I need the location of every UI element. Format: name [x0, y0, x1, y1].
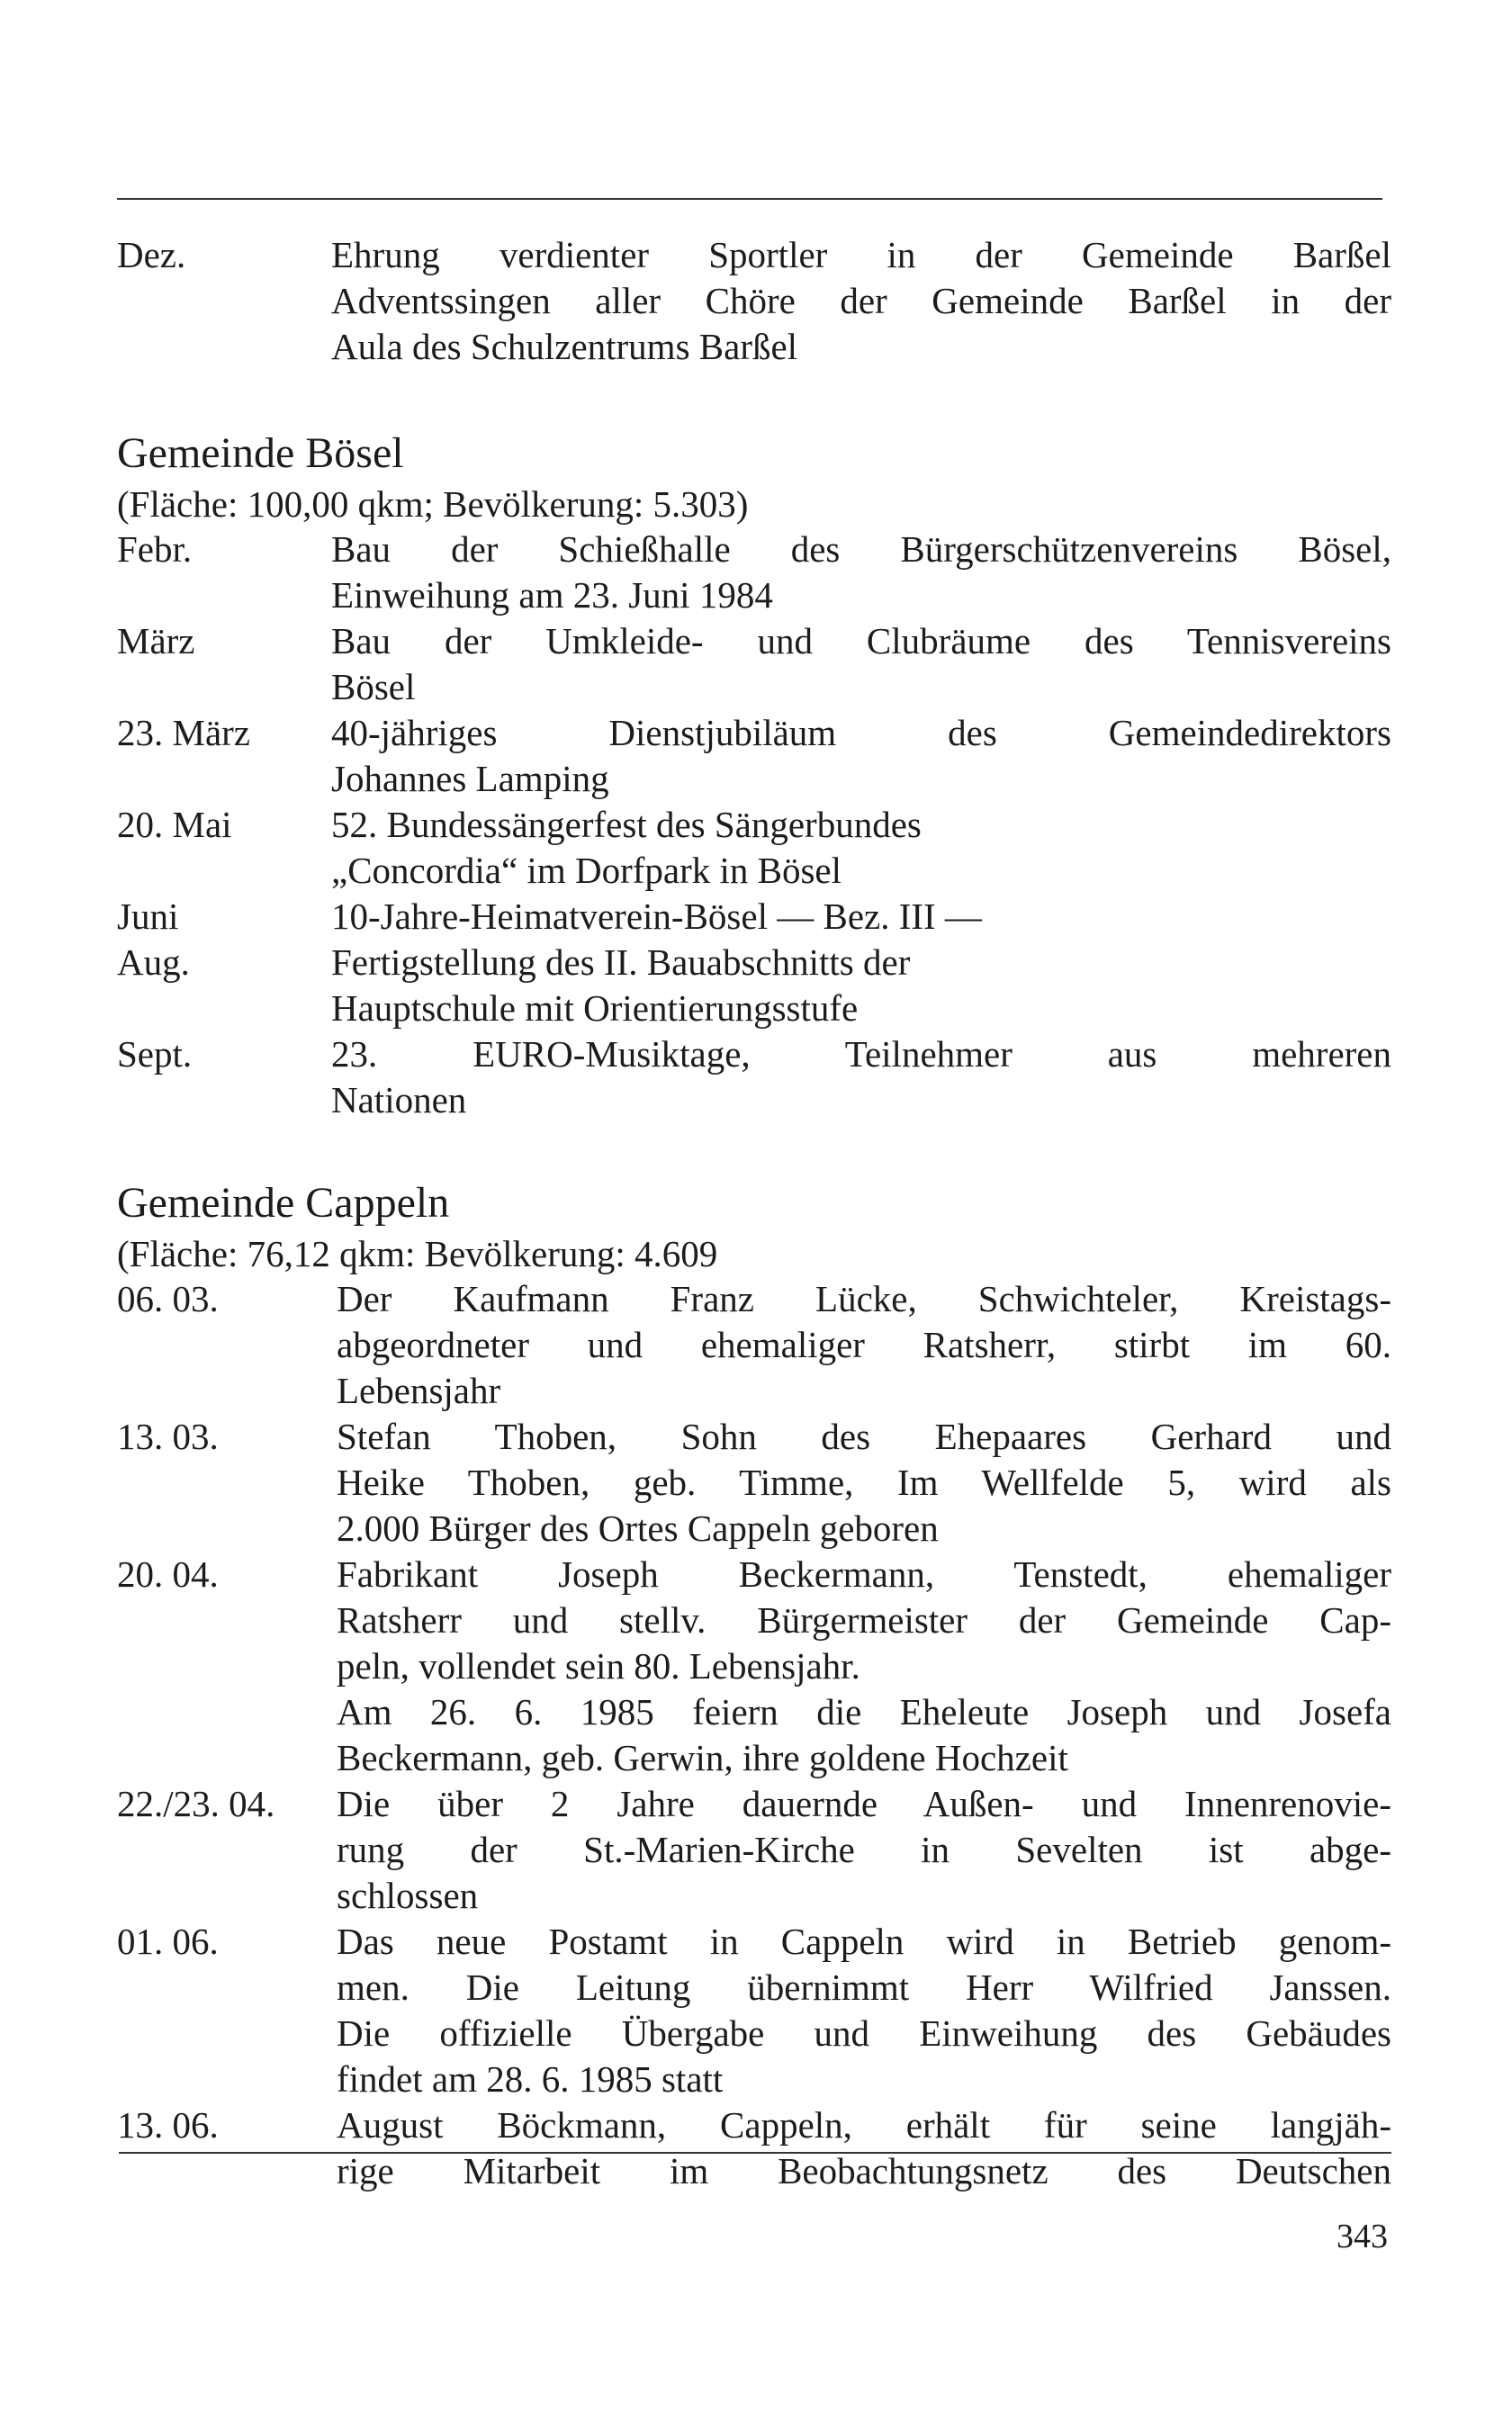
entry-text	[331, 1031, 1391, 1123]
entry-line: 2.000 Bürger des Ortes Cappeln geboren	[337, 1508, 939, 1549]
chronicle-entry	[117, 1031, 1391, 1123]
entry-line: Einweihung am 23. Juni 1984	[331, 574, 773, 616]
chronicle-entry	[117, 2102, 1391, 2194]
entry-text	[337, 1552, 1391, 1781]
section-meta: (Fläche: 100,00 qkm; Bevölkerung: 5.303)	[117, 483, 749, 525]
entry-line: August Böckmann, Cappeln, erhält für seine langjäh-	[337, 2104, 1391, 2146]
entry-line: Fabrikant Joseph Beckermann, Tenstedt, ehemaliger	[337, 1553, 1391, 1595]
entry-line: Ratsherr und stellv. Bürgermeister der Gemeinde Cap-	[337, 1599, 1391, 1641]
entry-line: Hauptschule mit Orientierungsstufe	[331, 987, 859, 1029]
entry-line: 52. Bundessängerfest des Sängerbundes	[331, 804, 922, 845]
bottom-rule	[119, 2152, 1391, 2154]
chronicle-entry	[117, 1276, 1391, 1414]
chronicle-entry	[117, 940, 1391, 1031]
chronicle-entry	[117, 1781, 1391, 1919]
chronicle-entry	[117, 710, 1391, 802]
entry-date: 13. 06.	[117, 2104, 219, 2146]
chronicle-entry	[117, 1552, 1391, 1781]
page-number: 343	[1336, 2218, 1388, 2255]
entry-text	[337, 2102, 1391, 2194]
entry-line: Adventssingen aller Chöre der Gemeinde Barßel in der	[331, 280, 1391, 321]
entry-line: Die über 2 Jahre dauernde Außen- und Innenrenovie-	[337, 1783, 1391, 1824]
entry-date: Juni	[117, 896, 179, 937]
entry-line: abgeordneter und ehemaliger Ratsherr, stirbt im 60.	[337, 1324, 1391, 1365]
entry-date: Febr.	[117, 528, 193, 570]
section-meta: (Fläche: 76,12 qkm: Bevölkerung: 4.609	[117, 1233, 718, 1274]
entry-date: März	[117, 620, 195, 662]
chronicle-entry	[117, 894, 1391, 940]
entry-date: 13. 03.	[117, 1416, 219, 1457]
entry-line: Bau der Schießhalle des Bürgerschützenvereins Bösel,	[331, 528, 1391, 570]
entry-text	[331, 802, 1391, 894]
entry-line: Das neue Postamt in Cappeln wird in Betrieb genom-	[337, 1921, 1391, 1962]
chronicle-entry	[117, 1919, 1391, 2102]
entry-line: 10-Jahre-Heimatverein-Bösel — Bez. III —	[331, 896, 982, 937]
entry-line: Johannes Lamping	[331, 758, 609, 799]
entry-line: Stefan Thoben, Sohn des Ehepaares Gerhard und	[337, 1416, 1391, 1457]
entry-date: 23. März	[117, 712, 251, 753]
entry-line: „Concordia“ im Dorfpark in Bösel	[331, 850, 842, 891]
entry-text	[331, 526, 1391, 618]
entry-line: rige Mitarbeit im Beobachtungsnetz des Deutschen	[337, 2150, 1391, 2192]
entry-line: Fertigstellung des II. Bauabschnitts der	[331, 941, 911, 983]
entry-text	[337, 1919, 1391, 2102]
chronicle-entry	[117, 526, 1391, 618]
entry-text	[337, 1414, 1391, 1552]
entry-line: Nationen	[331, 1079, 467, 1120]
chronicle-entry	[117, 232, 1391, 370]
chronicle-entry	[117, 618, 1391, 710]
entry-line: men. Die Leitung übernimmt Herr Wilfried Janssen.	[337, 1966, 1391, 2008]
section-heading: Gemeinde Cappeln	[117, 1179, 450, 1227]
entry-date: Dez.	[117, 234, 186, 275]
entry-text	[331, 894, 1391, 940]
entry-text	[331, 710, 1391, 802]
entry-text	[331, 618, 1391, 710]
entry-date: Aug.	[117, 941, 190, 983]
entry-line: Beckermann, geb. Gerwin, ihre goldene Hochzeit	[337, 1737, 1068, 1778]
entry-line: Heike Thoben, geb. Timme, Im Wellfelde 5, wird als	[337, 1462, 1391, 1503]
page-content	[117, 232, 1391, 2194]
entry-line: Bau der Umkleide- und Clubräume des Tennisvereins	[331, 620, 1391, 662]
entry-line: schlossen	[337, 1875, 479, 1916]
section-boesel	[117, 426, 1391, 1123]
entry-text	[331, 940, 1391, 1031]
section-cappeln	[117, 1175, 1391, 2194]
entry-line: 23. EURO-Musiktage, Teilnehmer aus mehreren	[331, 1033, 1391, 1075]
entry-line: 40-jähriges Dienstjubiläum des Gemeindedirektors	[331, 712, 1391, 753]
entry-date: Sept.	[117, 1033, 193, 1075]
entry-line: Bösel	[331, 666, 416, 707]
top-rule	[117, 198, 1382, 200]
entry-line: peln, vollendet sein 80. Lebensjahr.	[337, 1645, 860, 1687]
entry-date: 06. 03.	[117, 1278, 219, 1319]
entry-line: rung der St.-Marien-Kirche in Sevelten ist abge-	[337, 1829, 1391, 1870]
entry-line: Ehrung verdienter Sportler in der Gemeinde Barßel	[331, 234, 1391, 275]
entry-line: Lebensjahr	[337, 1370, 501, 1411]
entry-line: Aula des Schulzentrums Barßel	[331, 326, 798, 367]
entry-date: 01. 06.	[117, 1921, 219, 1962]
entry-line: Der Kaufmann Franz Lücke, Schwichteler, Kreistags-	[337, 1278, 1391, 1319]
entry-text	[331, 232, 1391, 370]
entry-line: Die offizielle Übergabe und Einweihung des Gebäudes	[337, 2012, 1391, 2054]
chronicle-entry	[117, 802, 1391, 894]
entry-text	[337, 1781, 1391, 1919]
entry-date: 20. 04.	[117, 1553, 219, 1595]
entry-text	[337, 1276, 1391, 1414]
entry-date: 22./23. 04.	[117, 1783, 275, 1824]
entry-date: 20. Mai	[117, 804, 232, 845]
barssel-continuation	[117, 232, 1391, 370]
entry-line: findet am 28. 6. 1985 statt	[337, 2058, 724, 2100]
section-heading: Gemeinde Bösel	[117, 429, 404, 477]
entry-line: Am 26. 6. 1985 feiern die Eheleute Joseph und Josefa	[337, 1691, 1391, 1732]
chronicle-entry	[117, 1414, 1391, 1552]
